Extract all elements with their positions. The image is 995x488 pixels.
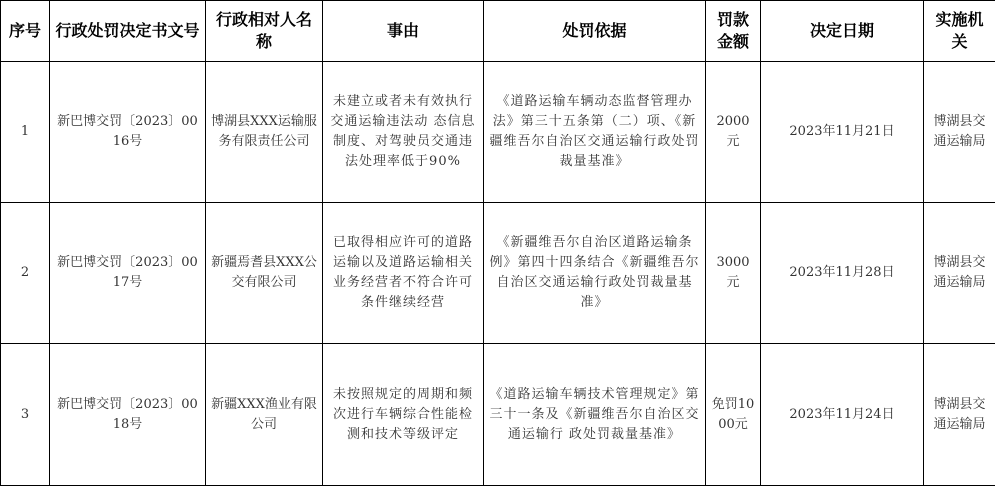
table-row bbox=[1, 344, 995, 486]
cell-date: 2023年11月24日 bbox=[761, 344, 924, 486]
table-row bbox=[1, 62, 995, 203]
header-date: 决定日期 bbox=[761, 1, 924, 62]
cell-seq: 2 bbox=[1, 203, 50, 344]
header-row bbox=[1, 1, 995, 62]
table-row bbox=[1, 203, 995, 344]
cell-date: 2023年11月28日 bbox=[761, 203, 924, 344]
header-agency: 实施机关 bbox=[924, 1, 995, 62]
cell-fine: 免罚1000元 bbox=[706, 344, 761, 486]
cell-seq: 1 bbox=[1, 62, 50, 203]
cell-agency: 博湖县交通运输局 bbox=[924, 203, 995, 344]
cell-fine: 2000元 bbox=[706, 62, 761, 203]
header-fine: 罚款金额 bbox=[706, 1, 761, 62]
cell-reason: 已取得相应许可的道路运输以及道路运输相关业务经营者不符合许可条件继续经营 bbox=[323, 203, 484, 344]
header-party: 行政相对人名称 bbox=[206, 1, 323, 62]
cell-agency: 博湖县交通运输局 bbox=[924, 62, 995, 203]
cell-agency: 博湖县交通运输局 bbox=[924, 344, 995, 486]
cell-basis: 《道路运输车辆技术管理规定》第三十一条及《新疆维吾尔自治区交通运输行 政处罚裁量基准》 bbox=[484, 344, 706, 486]
cell-party: 博湖县XXX运输服务有限责任公司 bbox=[206, 62, 323, 203]
header-basis: 处罚依据 bbox=[484, 1, 706, 62]
cell-basis: 《道路运输车辆动态监督管理办法》第三十五条第（二）项、《新疆维吾尔自治区交通运输行政处罚裁量基准》 bbox=[484, 62, 706, 203]
cell-seq: 3 bbox=[1, 344, 50, 486]
cell-reason: 未建立或者未有效执行交通运输违法动 态信息制度、对驾驶员交通违法处理率低于90% bbox=[323, 62, 484, 203]
cell-decision-no: 新巴博交罚〔2023〕0018号 bbox=[50, 344, 206, 486]
cell-decision-no: 新巴博交罚〔2023〕0017号 bbox=[50, 203, 206, 344]
cell-date: 2023年11月21日 bbox=[761, 62, 924, 203]
cell-basis: 《新疆维吾尔自治区道路运输条例》第四十四条结合《新疆维吾尔自治区交通运输行政处罚裁量基准》 bbox=[484, 203, 706, 344]
cell-reason: 未按照规定的周期和频次进行车辆综合性能检测和技术等级评定 bbox=[323, 344, 484, 486]
header-seq: 序号 bbox=[1, 1, 50, 62]
cell-decision-no: 新巴博交罚〔2023〕0016号 bbox=[50, 62, 206, 203]
cell-party: 新疆焉耆县XXX公交有限公司 bbox=[206, 203, 323, 344]
header-decision-no: 行政处罚决定书文号 bbox=[50, 1, 206, 62]
cell-fine: 3000元 bbox=[706, 203, 761, 344]
cell-party: 新疆XXX渔业有限公司 bbox=[206, 344, 323, 486]
header-reason: 事由 bbox=[323, 1, 484, 62]
